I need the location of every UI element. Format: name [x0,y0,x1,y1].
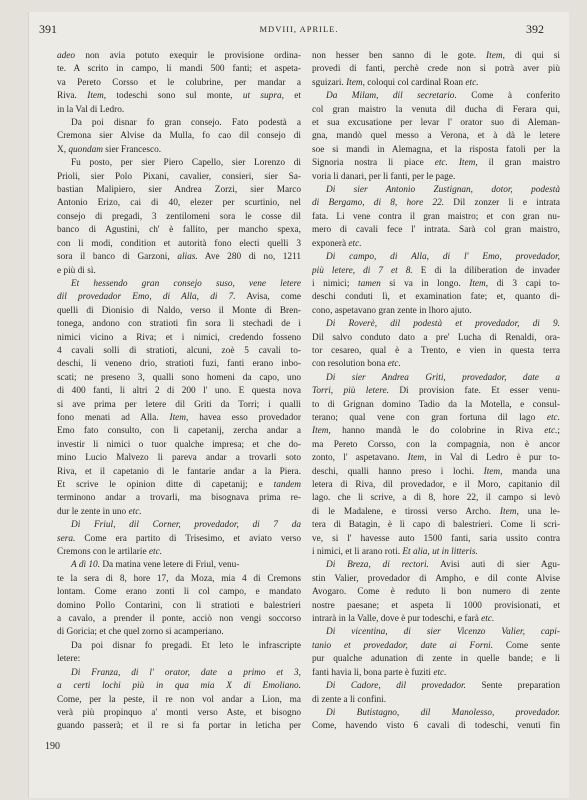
text-line [57,694,301,707]
text-segment: lago. che li scrive, a dì 8, hore 22, il campo si levò [312,493,560,504]
text-segment: sier Francesco. [102,144,162,155]
text-line [57,305,301,318]
italic-text: Et alia, ut in litteris. [402,547,478,558]
italic-text: Di sier Antonio Zustignan, dotor, podestà [326,185,560,196]
text-segment: Sente preparation [465,681,560,692]
text-segment: ve, si l' havesse auto 1500 fanti, saria ussito contra [312,533,560,544]
text-line [312,506,560,519]
text-line [312,291,560,304]
text-segment: di le Madalene, e tirossi verso Archo. [312,506,500,517]
text-segment: Come era partito di Trisesimo, et aviato verso [75,533,301,544]
text-segment: quelli di Dionisio di Naldo, verso il Monte di Bren- [57,305,301,316]
text-line [57,613,301,626]
text-line [312,157,560,170]
text-line [57,50,301,63]
italic-text: Di Cadore, dil provedador. [326,681,466,692]
text-line [312,412,560,425]
text-line [312,626,560,639]
text-segment: havea esso provedador [188,412,301,423]
italic-text: etc. [465,77,479,88]
italic-text: alias. [177,252,198,263]
text-line [57,104,301,117]
text-segment: Prioli, sier Polo Pixani, cavalier, consieri, sier Sa- [57,171,301,182]
text-segment: et sua excusatione per levar l' orator suo di Aleman- [312,118,560,129]
text-line [57,278,301,291]
text-segment: Come à conferito [456,91,560,102]
italic-text: Di Breza, di rectori. [326,560,429,571]
page-number-left: 391 [39,22,57,36]
text-segment: Et scrive le opinion ditte di capetanij; e [57,480,274,490]
italic-text: etc. [128,506,142,517]
text-line [57,130,301,143]
text-segment: i nimici, et li arano roti. [312,547,403,558]
text-line [312,130,560,143]
italic-text: etc. [433,667,447,678]
text-line [312,238,560,251]
text-line [312,358,560,371]
italic-text: etc. [546,412,560,423]
text-segment: investir li nimici o tuor qualche impresa; et che do- [57,439,301,450]
text-line [57,77,301,90]
text-segment: una le- [518,506,560,517]
text-segment: non avia potuto exequir le provisione ordina- [75,51,301,61]
text-segment: coloqui col cardinal Roan [364,77,466,88]
text-segment: soe si mandi in Alemagna, et la risposta fatoli per la [312,144,560,155]
text-segment: terminono andar a trovarli, ma bisognava prima re- [57,493,301,504]
text-segment: ; [557,426,560,437]
italic-text: etc. [148,547,163,558]
italic-text: Item, [499,506,519,517]
text-segment: nimici vicino a Riva; et i nimici, credendo fosseno [57,332,301,343]
text-line [57,680,301,693]
italic-text: etc. [544,426,558,437]
running-head: MDVIII, APRILE. [259,24,339,34]
text-line [57,586,301,599]
text-line [312,479,560,492]
text-segment: et [283,91,301,102]
italic-text: sera. [57,533,76,544]
text-line [312,573,560,586]
text-segment: con li modi, condition et autorità fono electi quelli 3 [57,238,301,249]
text-line [312,372,560,385]
text-line [312,345,560,358]
text-segment: Come, per la peste, il re non vol andar a Lion, ma [57,694,301,705]
text-segment: pur qualche adunation di zente in quelle bande; e li [312,654,560,665]
text-line [57,197,301,210]
margin-folio-number: 190 [45,741,60,752]
text-line [57,157,301,170]
italic-text: più letere, di 7 et 8. [312,265,413,276]
text-segment: mero di cavali fece l' intrata. Sarà col gran maistro, [312,225,560,236]
text-segment: di 3 capi to- [488,278,560,289]
text-line [57,358,301,371]
italic-text: Item, [469,278,489,289]
text-line [312,600,560,613]
text-line [312,680,560,693]
italic-text: adeo [57,51,76,61]
text-line [57,707,301,720]
text-line [57,653,301,666]
text-segment: sora il banco di Garzoni, [57,252,178,263]
italic-text: quondam [68,144,103,155]
text-line [312,50,560,63]
text-line [312,144,560,157]
text-line [312,533,560,546]
text-line [312,104,560,117]
italic-text: Di campo, di Alla, di l' Emo, provedador, [326,252,560,263]
text-line [312,318,560,331]
text-segment: deschi, li veneno drio, stratioti fuzi, fanti erano inbo- [57,359,301,370]
text-segment: scati; ne preseno 3, qualli sono homeni da capo, uno [57,372,301,383]
text-segment: Cremons con le artilarie [57,547,149,558]
text-line [312,117,560,130]
italic-text: Item, [312,426,331,437]
text-line [57,600,301,613]
text-segment: Fu posto, per sier Piero Capello, sier Lorenzo di [71,158,301,169]
text-line [57,399,301,412]
text-line [57,479,301,492]
text-segment: Da poi disnar fo pregadi. Et leto le infrascripte [71,640,301,651]
text-line [57,519,301,532]
text-segment: di Goricia; et che quel zorno si acamperiano. [57,627,224,638]
text-segment: Di provision fate. Et esser venu- [388,386,560,397]
text-line [312,265,560,278]
text-segment: te la sera di 8, hore 17, da Moza, mia 4 di Cremons [57,573,301,584]
book-page [28,12,569,798]
text-line [57,171,301,184]
text-segment: E di la diliberation de invader [412,265,560,276]
italic-text: Item, [483,466,503,477]
italic-text: Item, [87,91,107,102]
text-line [57,667,301,680]
text-segment: Ave 280 di no, 1211 [197,252,301,263]
italic-text: ut supra, [242,91,284,102]
italic-text: Di Roverè, dil podestà et provedador, di 9. [326,319,560,330]
text-line [312,559,560,572]
text-segment: todeschi sono sul monte, [106,91,243,102]
italic-text: Torri, più letere. [312,386,389,397]
text-line [312,305,560,318]
text-segment: deschi conduti lì, et examination fate; et, quanto di- [312,292,560,303]
text-segment: va Pereto Corsso et le colubrine, per mandar a [57,77,301,88]
italic-text: tandem [273,480,301,490]
text-segment: Dil salvo conduto dato a pre' Lucha di Renaldi, ora- [312,332,560,343]
italic-text: Item, [458,158,478,169]
text-segment: i nimici; [312,278,359,289]
text-segment: Avisa, come [235,292,301,303]
text-segment: fanti havia li, bona parte è fuziti [312,667,434,678]
text-line [312,197,560,210]
text-segment: si va in longo. [380,278,470,289]
text-line [312,640,560,653]
text-line [312,466,560,479]
text-line [57,720,301,733]
text-line [57,63,301,76]
italic-text: Item, [486,51,505,61]
text-line [57,238,301,251]
text-segment: a cavalo, a prender il ponte, acciò non vengi soccorso [57,614,301,625]
text-segment: fono menati ad Alla. [57,412,170,423]
text-segment: in Val di Ledro è pur to- [426,453,560,464]
text-segment: in la Val di Ledro. [57,104,125,115]
italic-text: etc. [434,158,448,169]
italic-text: Da Milam, dil secretario. [326,91,457,102]
text-segment: con resolution bona [312,359,388,370]
italic-text: Et hessendo gran consejo suso, vene letere [71,278,301,289]
text-segment: Come, havendo visto 6 cavali di todeschi, venuti fin [312,721,560,732]
text-line [312,707,560,720]
text-line [57,332,301,345]
text-line [312,452,560,465]
italic-text: a certi lochi più in qua mia X di Emoliano. [57,681,301,692]
text-segment: lontam. Come erano zonti li col campo, e mandato [57,587,301,598]
text-line [57,211,301,224]
text-segment: nostre paesane; et aspeta li 1000 provisionati, et [312,600,560,611]
text-line [57,573,301,586]
text-line [57,425,301,438]
italic-text: di Bergamo, di 8, hore 22. [312,198,445,209]
text-segment: gna, mandò quel messo a Verona, et à dà le letere [312,131,560,142]
text-line [312,667,560,680]
text-segment: Cremona sier Alvise da Mulla, fo cao dil consejo di [57,131,301,142]
text-line [57,492,301,505]
text-segment [448,158,459,168]
text-line [312,586,560,599]
italic-text: A dì 10. [71,560,101,571]
text-segment: letera di Riva, dil provedador, e il Moro, capitanio dil [312,480,560,490]
text-line [312,492,560,505]
italic-text: dil provedador Emo, di Alla, di 7. [57,292,236,303]
text-segment: Come sente [493,640,560,651]
text-line [312,171,560,184]
text-line [312,519,560,532]
text-segment: banco di Agustini, ch' è fallito, per mancho spexa, [57,225,301,236]
text-line [312,720,560,733]
text-segment: Da poi disnar fo gran consejo. Fato podestà a [71,118,301,129]
text-segment: intrarà in la Valle, dove è pur todeschi, e farà [312,614,482,625]
text-segment: terano; qual vene con gran fortuna dil lago [312,412,547,423]
text-segment: Da matina vene letere di Friul, venu- [100,560,240,571]
text-segment: manda una [502,466,560,477]
text-line [312,425,560,438]
text-segment: 4 cavali solli di stratioti, alcuni, zoè 5 cavali to- [57,345,301,356]
text-segment: Emo fato consulto, con li capetanij, zercha andar a [57,426,301,437]
text-line [312,399,560,412]
text-line [312,694,560,707]
text-segment: domino Pollo Contarini, con li stratioti e balestrieri [57,600,301,611]
italic-text: tamen [358,278,381,289]
text-line [57,224,301,237]
italic-text: etc. [348,238,362,249]
text-segment: guando passerà; et il re si fa portar in leticha per [57,721,301,732]
text-segment: provedi di fanti, perchè crede non si potrà aver più [312,64,560,75]
text-segment: ma Pereto Corsso, con la compagnia, non è ancor [312,439,560,450]
text-line [312,613,560,626]
text-segment: letere: [57,654,81,665]
text-line [57,90,301,103]
text-line [312,332,560,345]
italic-text: Di Franza, di l' orator, date a primo et 3, [71,667,301,678]
italic-text: Di vicentina, di sier Vicenzo Valier, capi- [326,627,560,638]
text-segment: di qui si [504,51,560,61]
text-line [312,90,560,103]
text-line [312,251,560,264]
text-line [57,533,301,546]
text-segment: cono, aspetavano gran zente in lhoro ajuto. [312,305,472,316]
text-line [57,640,301,653]
text-segment: exponerà [312,238,349,249]
text-line [312,211,560,224]
text-segment: stin Valier, provedador di Ampho, e dil conte Alvise [312,573,560,584]
italic-text: tanio et provedador, date ai Forni. [312,640,494,651]
text-segment: Antonio Erizo, cai di 40, elezer per scurtinio, nel [57,198,301,209]
text-segment: tor cesareo, qual è a Trento, e vien in questa terra [312,345,560,356]
page-number-right: 392 [526,22,544,36]
text-segment: to di Grignan domino Tadio da la Motella, e consul- [312,399,560,410]
text-line [57,412,301,425]
text-line [312,439,560,452]
italic-text: Item, [346,77,365,88]
text-line [57,506,301,519]
text-segment: Avisi auti di sier Agu- [428,560,560,571]
text-segment: col gran maistro la venuta dil ducha di Ferara qui, [312,104,560,115]
text-segment: consejo di pregadi, 3 zentilomeni sora le cosse dil [57,211,301,222]
italic-text: Di Butistagno, dil Manolesso, provedador. [326,707,560,718]
text-segment: hanno mandà le do colobrine in Riva [330,426,545,437]
text-line [57,559,301,572]
text-line [57,251,301,264]
text-line [312,653,560,666]
text-line [57,184,301,197]
text-segment: non hesser ben sanno di le gote. [312,51,487,61]
text-line [57,318,301,331]
text-line [57,372,301,385]
text-line [57,345,301,358]
text-line [57,466,301,479]
text-segment: Riva. [57,91,88,102]
text-segment: voria li danari, per li fanti, per le page. [312,171,456,182]
text-line [57,452,301,465]
text-segment: sguizari. [312,77,347,88]
text-line [57,265,301,278]
text-segment: fata. Li vene contra il gran maistro; et con gran nu- [312,211,560,222]
italic-text: etc. [387,359,401,370]
text-line [312,278,560,291]
text-line [57,144,301,157]
text-segment: tonega, andono con stratioti fin sora li stechadi de i [57,319,301,330]
text-segment: e più di sì. [57,265,96,276]
italic-text: Item, [407,453,427,464]
text-segment: verà più propinquo a' monti verso Aste, et bisogno [57,707,301,718]
text-segment: si ave prima per letere dil Griti da Torri; i qualli [57,399,301,410]
text-line [57,626,301,639]
text-line [57,546,301,559]
text-line [57,385,301,398]
text-line [312,385,560,398]
text-segment: Riva, et il capetanio di le fantarie andar a la Piera. [57,466,301,477]
text-line [312,546,560,559]
page-header [29,22,569,38]
italic-text: Di sier Andrea Griti, provedador, date a [326,372,560,383]
text-segment: dur le zente in uno [57,506,129,517]
text-segment: tera di Batagin, è lì capo di balestrieri. Come li scri- [312,520,560,531]
text-segment: X, [57,144,69,155]
italic-text: Di Friul, dil Corner, provedador, di 7 da [71,520,301,531]
text-segment: Dil zonzer li e intrata [444,198,560,209]
left-column [57,50,301,734]
text-segment: Signoria nostra li piace [312,158,435,169]
italic-text: Item, [169,412,189,423]
right-column [312,50,560,734]
text-segment: il gran maistro [477,158,560,169]
text-segment: te. A scrito in campo, li mandi 500 fanti; et aspeta- [57,64,301,75]
text-segment: di 400 fanti, li altri 2 di 200 l' uno. E questa nova [57,386,301,397]
italic-text: etc. [481,614,495,625]
text-segment: bastian Malipiero, sier Andrea Zorzi, sier Marco [57,185,301,196]
text-line [312,184,560,197]
text-segment: di zente a li confini. [312,694,387,705]
text-line [312,224,560,237]
text-line [312,63,560,76]
text-segment: deschi, qualli hanno preso i lochi. [312,466,484,477]
text-segment: Avogaro. Come è reduto li bon numero di zente [312,587,560,598]
text-line [57,439,301,452]
text-line [312,77,560,90]
text-segment: mino Lucio Malvezo li pareva andar a trovarli soto [57,453,301,464]
text-line [57,291,301,304]
text-segment: zonto, l' aspetavano. [312,453,408,464]
text-line [57,117,301,130]
